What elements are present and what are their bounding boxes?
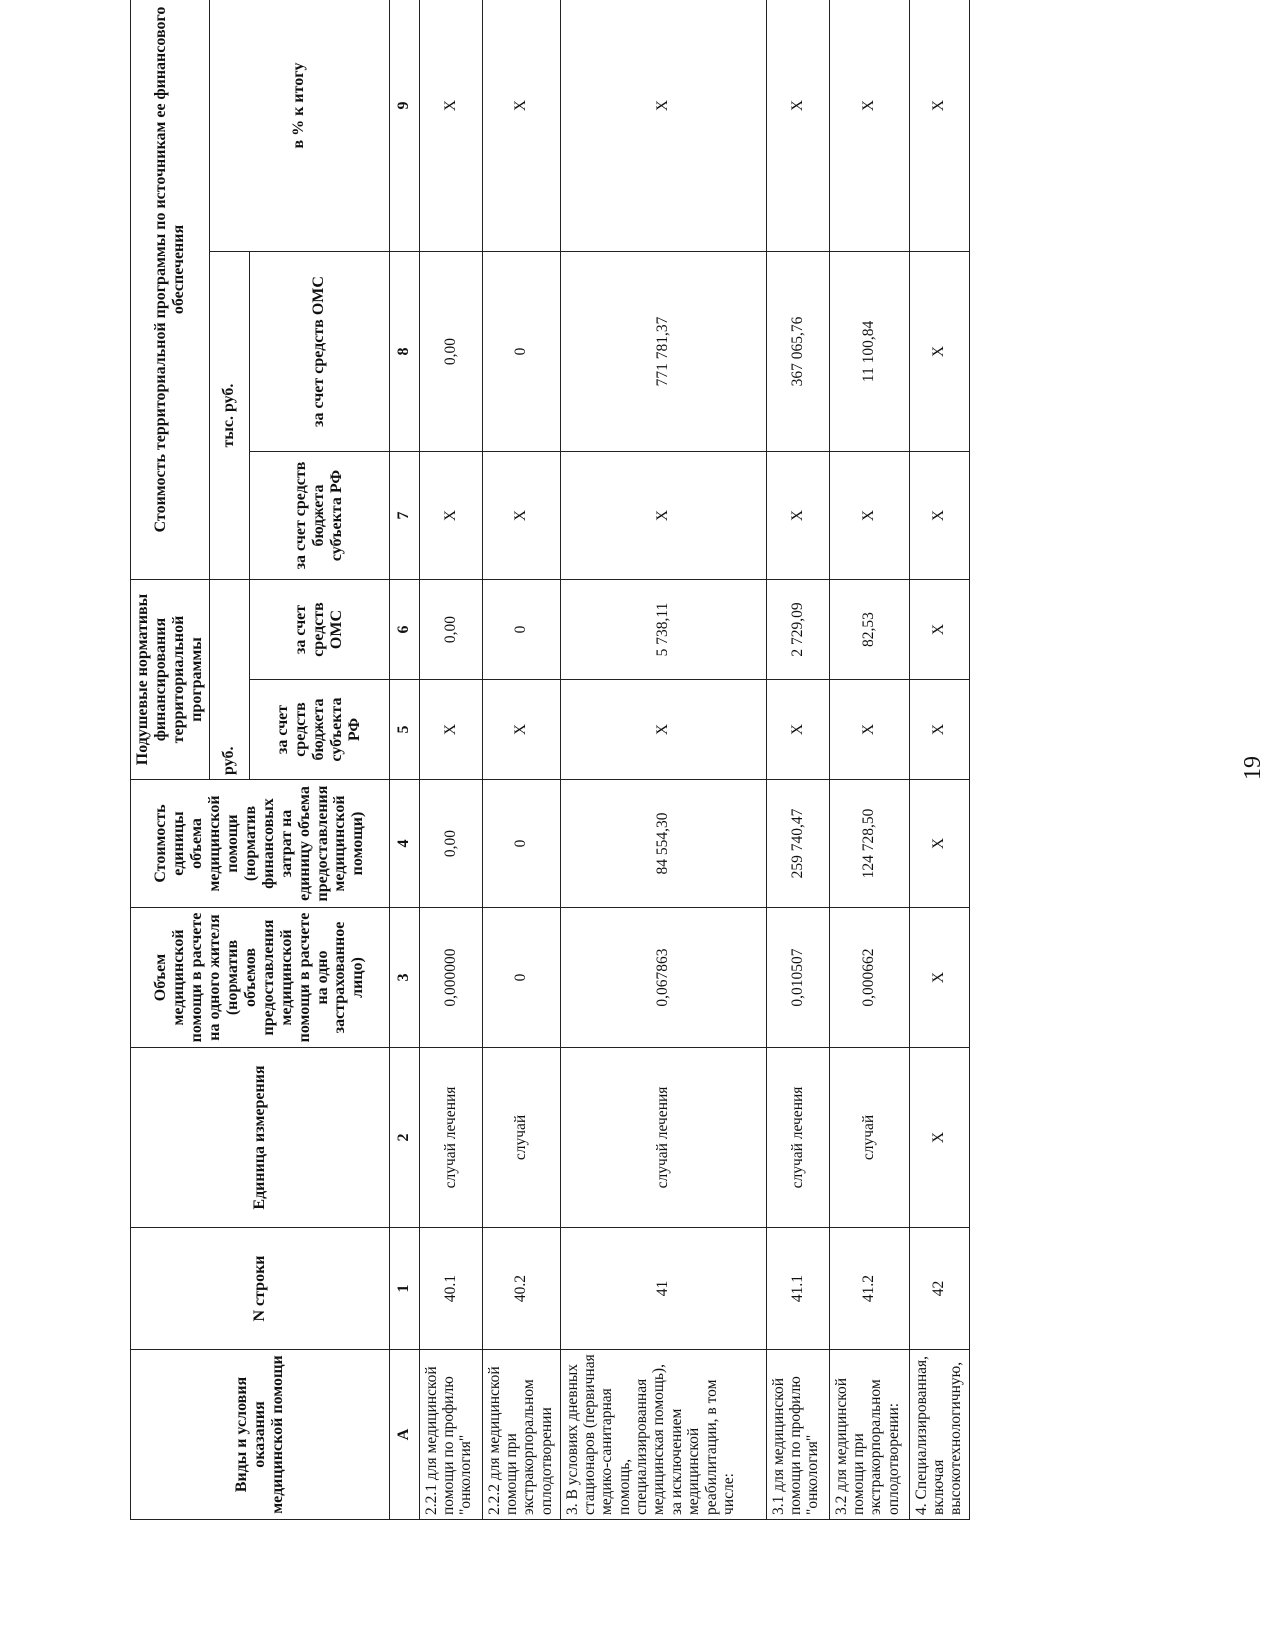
cell-volume: 0,000662: [829, 908, 909, 1048]
col-number: 9: [389, 0, 419, 252]
cell-unit: случай: [482, 1048, 560, 1228]
table-row: [909, 0, 969, 1520]
table-row: [560, 0, 766, 1520]
col-number: 8: [389, 252, 419, 452]
cell-kind: 3.2 для медицинской помощи при экстракорпоральном оплодотворении:: [829, 1350, 909, 1520]
page-number: 19: [1240, 756, 1266, 780]
cell-c9: Х: [560, 0, 766, 252]
cell-unit-cost: Х: [909, 780, 969, 908]
cell-unit: случай: [829, 1048, 909, 1228]
cell-c8: Х: [909, 252, 969, 452]
header-per-capita: Подушевые нормативы финансирования территориальной программы: [131, 580, 210, 780]
cell-c5: Х: [909, 680, 969, 780]
col-number: 4: [389, 780, 419, 908]
header-unit: Единица измерения: [131, 1048, 390, 1228]
cell-c7: Х: [482, 452, 560, 580]
cell-row-number: 41: [560, 1228, 766, 1350]
cell-kind: 3.1 для медицинской помощи по профилю "онкология": [766, 1350, 829, 1520]
header-oms-1: за счет средств ОМС: [249, 580, 389, 680]
col-number: 3: [389, 908, 419, 1048]
header-cost-total: Стоимость территориальной программы по источникам ее финансового обеспечения: [131, 0, 210, 580]
cell-volume: Х: [909, 908, 969, 1048]
cell-c8: 367 065,76: [766, 252, 829, 452]
cell-c7: Х: [766, 452, 829, 580]
cell-kind: 2.2.1 для медицинской помощи по профилю "онкология": [419, 1350, 482, 1520]
cell-c7: Х: [909, 452, 969, 580]
cell-c6: 0: [482, 580, 560, 680]
cell-row-number: 41.2: [829, 1228, 909, 1350]
col-number: 5: [389, 680, 419, 780]
cell-row-number: 40.2: [482, 1228, 560, 1350]
cell-unit-cost: 0,00: [419, 780, 482, 908]
cell-kind: 3. В условиях дневных стационаров (первичная медико-санитарная помощь, специализированная медицинская помощь), за исключением медицинской реабилитации, в том числе:: [560, 1350, 766, 1520]
header-budget-1: за счет средств бюджета субъекта РФ: [249, 680, 389, 780]
cell-c6: 0,00: [419, 580, 482, 680]
col-number: А: [389, 1350, 419, 1520]
header-thous-rub: тыс. руб.: [209, 252, 249, 452]
cell-kind: 4. Специализированная, включая высокотехнологичную,: [909, 1350, 969, 1520]
cell-unit-cost: 124 728,50: [829, 780, 909, 908]
cell-c6: 82,53: [829, 580, 909, 680]
cost-table: [130, 0, 970, 1520]
cell-c5: Х: [829, 680, 909, 780]
rotated-page: [130, 6, 1266, 1520]
cell-c8: 0: [482, 252, 560, 452]
cell-c5: Х: [560, 680, 766, 780]
cell-unit: Х: [909, 1048, 969, 1228]
cell-volume: 0,067863: [560, 908, 766, 1048]
cell-c7: Х: [419, 452, 482, 580]
cell-unit-cost: 259 740,47: [766, 780, 829, 908]
cell-volume: 0: [482, 908, 560, 1048]
cell-c5: Х: [482, 680, 560, 780]
cell-c8: 0,00: [419, 252, 482, 452]
table-row: [766, 0, 829, 1520]
cell-unit: случай лечения: [560, 1048, 766, 1228]
table-row: [419, 0, 482, 1520]
cell-volume: 0,000000: [419, 908, 482, 1048]
cell-c7: Х: [560, 452, 766, 580]
cell-c8: 11 100,84: [829, 252, 909, 452]
header-volume: Объем медицинской помощи в расчете на одного жителя (норматив объемов предоставления медицинской помощи в расчете на одно застрахованное лицо): [131, 908, 390, 1048]
cell-c7: Х: [829, 452, 909, 580]
cell-kind: 2.2.2 для медицинской помощи при экстракорпоральном оплодотворении: [482, 1350, 560, 1520]
header-kinds: Виды и условия оказания медицинской помощи: [131, 1350, 390, 1520]
cell-c9: Х: [766, 0, 829, 252]
cell-c6: Х: [909, 580, 969, 680]
cell-unit: случай лечения: [419, 1048, 482, 1228]
header-percent: в % к итогу: [209, 0, 389, 252]
table-row: [482, 0, 560, 1520]
cell-unit-cost: 84 554,30: [560, 780, 766, 908]
cell-row-number: 40.1: [419, 1228, 482, 1350]
cell-c5: Х: [419, 680, 482, 780]
cell-row-number: 42: [909, 1228, 969, 1350]
cell-c9: Х: [419, 0, 482, 252]
col-number: 7: [389, 452, 419, 580]
header-oms-2: за счет средств ОМС: [249, 252, 389, 452]
cell-c9: Х: [829, 0, 909, 252]
cell-c6: 5 738,11: [560, 580, 766, 680]
cell-c9: Х: [909, 0, 969, 252]
col-number: 6: [389, 580, 419, 680]
header-budget-2: за счет средств бюджета субъекта РФ: [249, 452, 389, 580]
header-unit-cost: Стоимость единицы объема медицинской помощи (норматив финансовых затрат на единицу объема предоставления медицинской помощи): [131, 780, 390, 908]
header-row-number: N строки: [131, 1228, 390, 1350]
col-number: 2: [389, 1048, 419, 1228]
col-number: 1: [389, 1228, 419, 1350]
cell-unit-cost: 0: [482, 780, 560, 908]
cell-unit: случай лечения: [766, 1048, 829, 1228]
cell-c6: 2 729,09: [766, 580, 829, 680]
cell-volume: 0,010507: [766, 908, 829, 1048]
cell-c9: Х: [482, 0, 560, 252]
cell-c8: 771 781,37: [560, 252, 766, 452]
cell-row-number: 41.1: [766, 1228, 829, 1350]
table-row: [829, 0, 909, 1520]
header-rub: руб.: [209, 580, 249, 780]
header-empty: [209, 452, 249, 580]
cell-c5: Х: [766, 680, 829, 780]
